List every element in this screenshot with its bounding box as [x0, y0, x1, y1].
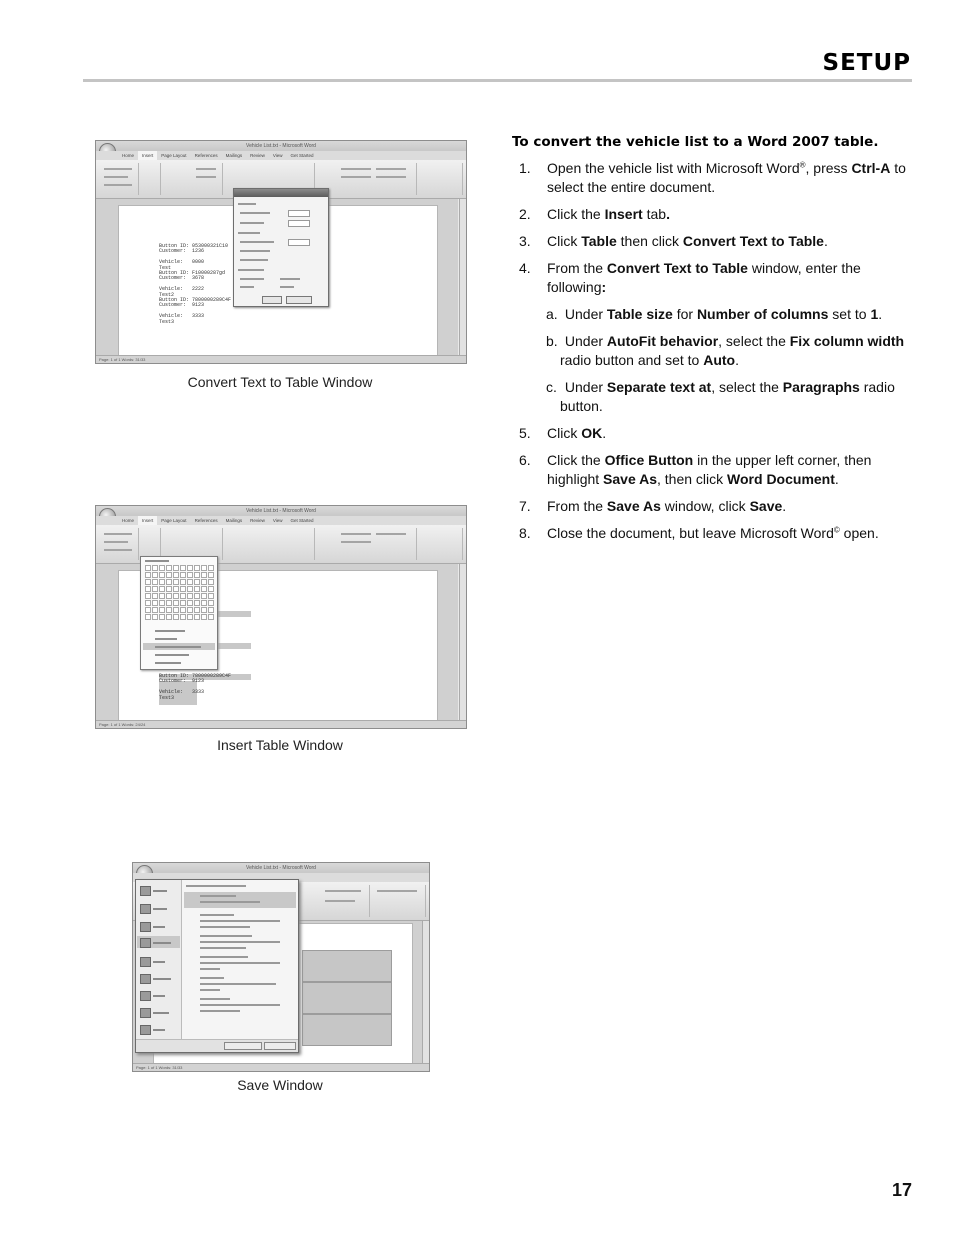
tab-mailings: Mailings	[225, 153, 243, 158]
substep-b: b. Under AutoFit behavior, select the Fix column width radio button and set to Auto.	[546, 333, 905, 368]
tab-view: View	[272, 518, 283, 523]
save-icon	[140, 922, 151, 932]
new-icon	[140, 886, 151, 896]
step-2: 2. Click the Insert tab.	[519, 206, 670, 222]
ok-button	[262, 296, 282, 304]
figure-caption-convert: Convert Text to Table Window	[187, 374, 373, 390]
document-text: Button ID: 7800000289C4F Customer: 9123 Vehicle: 3333 Test3	[159, 673, 232, 701]
insert-table-menu	[140, 556, 218, 670]
step-6: 6. Click the Office Button in the upper left corner, then highlight Save As, then click Word Document.	[519, 452, 872, 487]
publish-icon	[140, 1008, 151, 1018]
vertical-scrollbar	[422, 921, 429, 1064]
step-5: 5. Click OK.	[519, 425, 607, 441]
office-menu-left-column	[136, 880, 182, 1040]
figure-caption-save: Save Window	[237, 1077, 323, 1093]
status-bar: Page: 1 of 1 Words: 31/33	[96, 355, 466, 363]
figure-caption-insert: Insert Table Window	[217, 737, 343, 753]
header-rule	[83, 79, 912, 82]
close-icon	[140, 1025, 151, 1035]
tab-get-started: Get Started	[290, 153, 314, 158]
section-title: SETUP	[822, 50, 911, 76]
tab-page-layout: Page Layout	[161, 518, 187, 523]
substep-c: c. Under Separate text at, select the Paragraphs radio button.	[546, 379, 895, 414]
step-3: 3. Click Table then click Convert Text to Table.	[519, 233, 828, 249]
page-number: 17	[891, 1180, 912, 1200]
dialog-title	[234, 189, 328, 197]
save-window-screenshot	[132, 862, 430, 1072]
steps-list-continued	[512, 424, 912, 543]
save-as-icon	[140, 938, 151, 948]
tab-page-layout: Page Layout	[161, 153, 187, 158]
window-title: Vehicle List.txt - Microsoft Word	[133, 863, 429, 873]
tab-references: References	[194, 153, 218, 158]
prepare-icon	[140, 974, 151, 984]
cancel-button	[286, 296, 312, 304]
send-icon	[140, 991, 151, 1001]
instructions-heading: To convert the vehicle list to a Word 2007 table.	[512, 134, 879, 150]
substeps-list	[512, 305, 912, 416]
open-icon	[140, 904, 151, 914]
tab-insert: Insert	[138, 516, 157, 525]
substep-a: a. Under Table size for Number of columns set to 1.	[546, 306, 883, 322]
document-text: Button ID: 053000321C10 Customer: 1236 Vehicle: 0000 Test Button ID: F10000287gd Customer: 3678 Vehicle: 2222 Test2 Button ID: 7800000289C4F Customer: 9123 Vehicle: 3333 Test3	[159, 243, 232, 325]
vertical-scrollbar	[459, 199, 466, 356]
convert-text-to-table-screenshot	[95, 140, 467, 364]
ribbon-tabs	[96, 151, 466, 160]
tab-view: View	[272, 153, 283, 158]
step-7: 7. From the Save As window, click Save.	[519, 498, 787, 514]
tab-review: Review	[250, 518, 265, 523]
insert-table-screenshot	[95, 505, 467, 729]
step-8: 8. Close the document, but leave Microsoft Word© open.	[519, 525, 879, 541]
tab-mailings: Mailings	[225, 518, 243, 523]
status-bar: Page: 1 of 1 Words: 31/33	[133, 1063, 429, 1071]
tab-review: Review	[250, 153, 265, 158]
window-title: Vehicle List.txt - Microsoft Word	[96, 141, 466, 151]
instructions	[512, 134, 912, 551]
step-1: 1. Open the vehicle list with Microsoft Word®, press Ctrl-A to select the entire document.	[519, 160, 906, 195]
status-bar: Page: 1 of 1 Words: 24/24	[96, 720, 466, 728]
steps-list	[512, 159, 912, 297]
convert-text-to-table-dialog	[233, 188, 329, 307]
table-size-grid	[145, 565, 214, 620]
print-icon	[140, 957, 151, 967]
vertical-scrollbar	[459, 564, 466, 721]
tab-home: Home	[122, 518, 135, 523]
tab-home: Home	[122, 153, 135, 158]
step-4: 4. From the Convert Text to Table window, enter the following:	[519, 260, 861, 295]
tab-references: References	[194, 518, 218, 523]
ribbon-tabs	[96, 516, 466, 525]
window-title: Vehicle List.txt - Microsoft Word	[96, 506, 466, 516]
tab-get-started: Get Started	[290, 518, 314, 523]
tab-insert: Insert	[138, 151, 157, 160]
office-menu	[135, 879, 299, 1053]
office-menu-footer	[136, 1039, 298, 1052]
